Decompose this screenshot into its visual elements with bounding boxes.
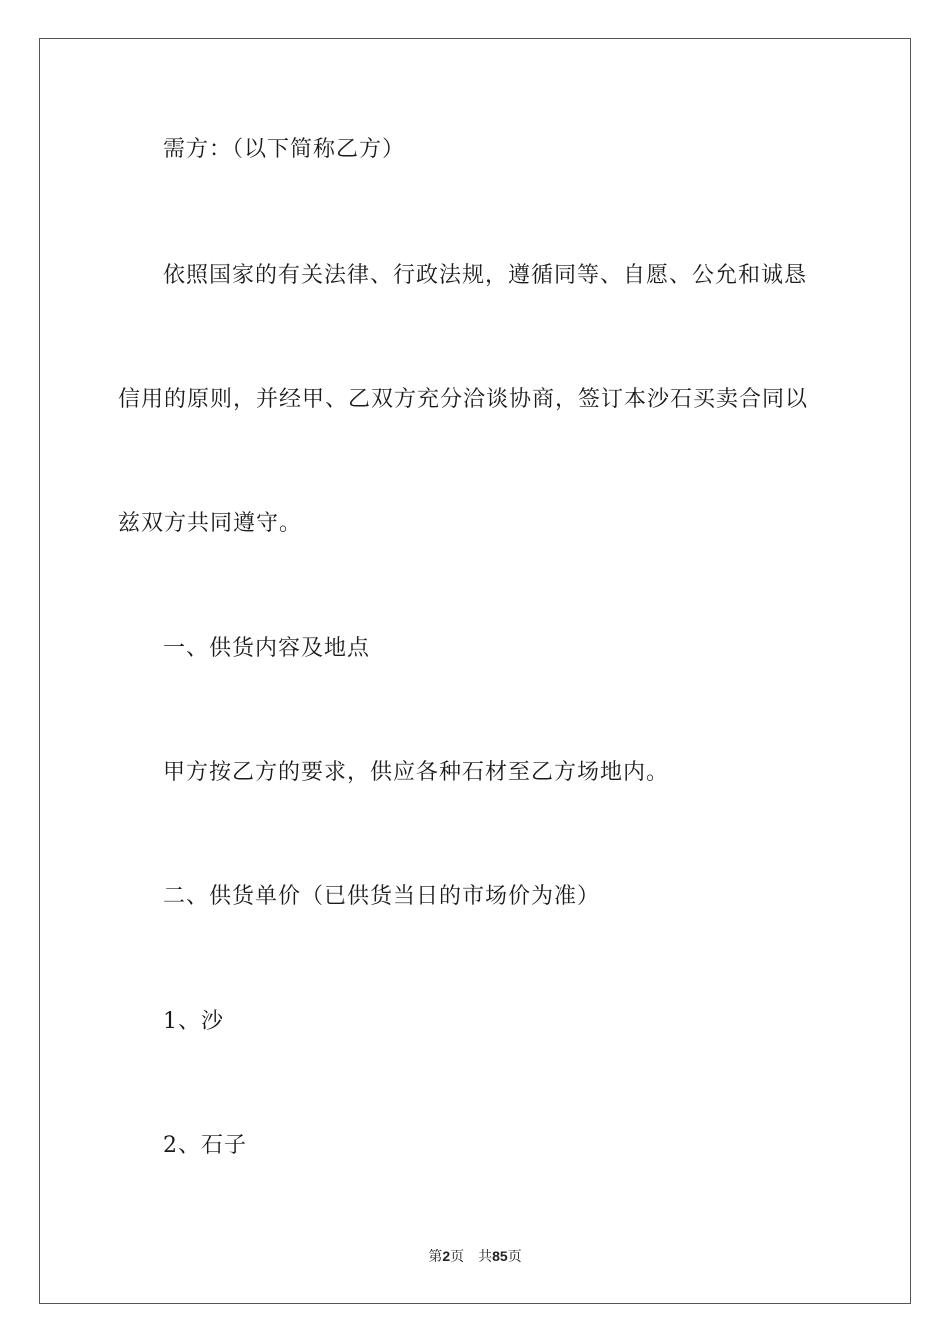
page-suffix: 页 <box>450 1249 465 1265</box>
page-border <box>39 38 911 1304</box>
section-heading-1: 一、供货内容及地点 <box>163 636 371 661</box>
section-heading-2: 二、供货单价（已供货当日的市场价为准） <box>163 884 601 909</box>
list-item-sand: 1、沙 <box>163 1009 224 1034</box>
total-pages: 85 <box>492 1248 508 1264</box>
page-number: 2 <box>442 1248 451 1264</box>
page-prefix: 第 <box>428 1249 443 1265</box>
list-item-gravel: 2、石子 <box>163 1133 247 1158</box>
section-1-body: 甲方按乙方的要求，供应各种石材至乙方场地内。 <box>163 760 670 785</box>
page-footer <box>0 1247 950 1266</box>
total-prefix: 共 <box>478 1249 493 1265</box>
paragraph-line-2: 信用的原则，并经甲、乙双方充分洽谈协商，签订本沙石买卖合同以 <box>118 387 809 412</box>
paragraph-line-3: 兹双方共同遵守。 <box>118 511 303 536</box>
total-suffix: 页 <box>507 1249 522 1265</box>
buyer-line: 需方：（以下简称乙方） <box>163 137 406 162</box>
paragraph-line-1: 依照国家的有关法律、行政法规，遵循同等、自愿、公允和诚恳 <box>163 263 808 288</box>
